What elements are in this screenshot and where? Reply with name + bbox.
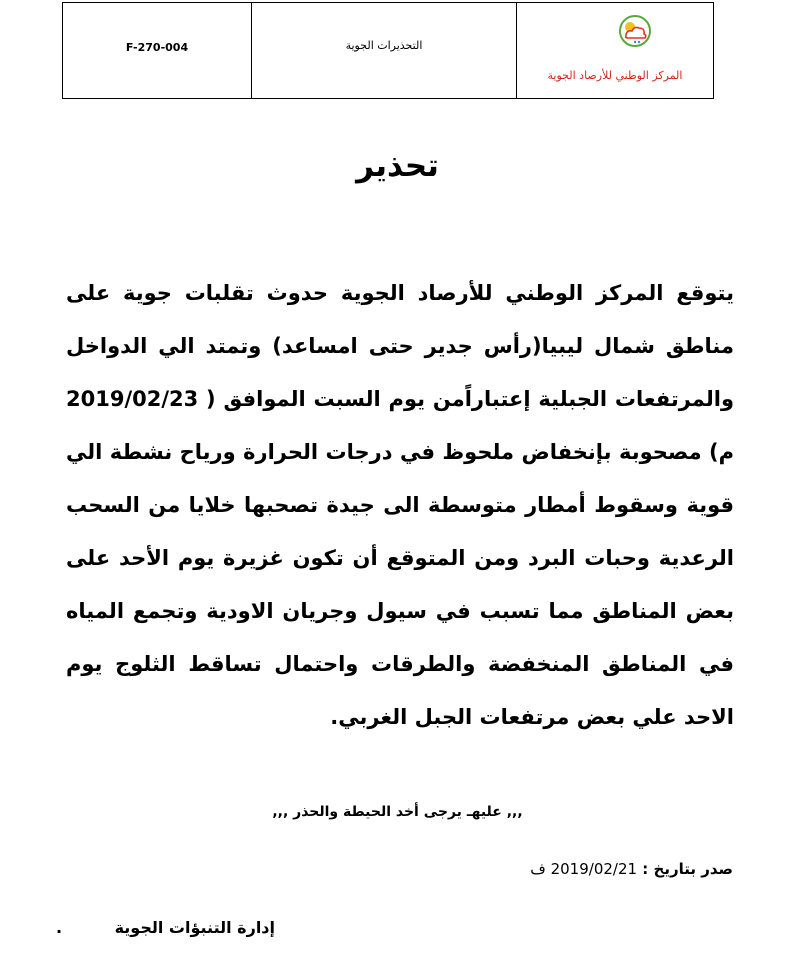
form-code: F-270-004: [125, 41, 189, 54]
warning-body: يتوقع المركز الوطني للأرصاد الجوية حدوث تقلبات جوية على مناطق شمال ليبيا(رأس جدير حتى امساعد) وتمتد الي الدواخل والمرتفعات الجبلية إعتباراًمن يوم السبت الموافق ( 2019/02/23 م) مصحوبة بإنخفاض ملحوظ في درجات الحرارة ورياح نشطة الي قوية وسقوط أمطار متوسطة الى جيدة تصحبها خلايا من السحب الرعدية وحبات البرد ومن المتوقع أن تكون غزيرة يوم الأحد على بعض المناطق مما تسبب في سيول وجريان الاودية وتجمع المياه في المناطق المنخفضة والطرقات واحتمال تساقط الثلوج يوم الاحد علي بعض مرتفعات الجبل الغربي.: [66, 281, 734, 729]
organization-name: المركز الوطني للأرصاد الجوية: [547, 69, 683, 82]
issue-date-label: صدر بتاريخ :: [642, 860, 733, 878]
topic-cell: [252, 3, 517, 98]
cloud-sun-logo-icon: [617, 14, 653, 48]
issue-date: [530, 860, 733, 878]
header-topic: التحذيرات الجوية: [345, 39, 423, 52]
trailing-mark: .: [56, 918, 63, 937]
organization-cell: [517, 3, 713, 98]
issue-date-value: 2019/02/21 ف: [530, 860, 638, 878]
form-code-cell: [63, 3, 252, 98]
precaution-notice: ,,, عليهـ يرجى أخد الحيطة والحذر ,,,: [272, 804, 523, 820]
department-signature: إدارة التنبؤات الجوية: [114, 918, 275, 937]
document-header: [62, 2, 714, 99]
document-title: تحذير: [356, 148, 439, 184]
